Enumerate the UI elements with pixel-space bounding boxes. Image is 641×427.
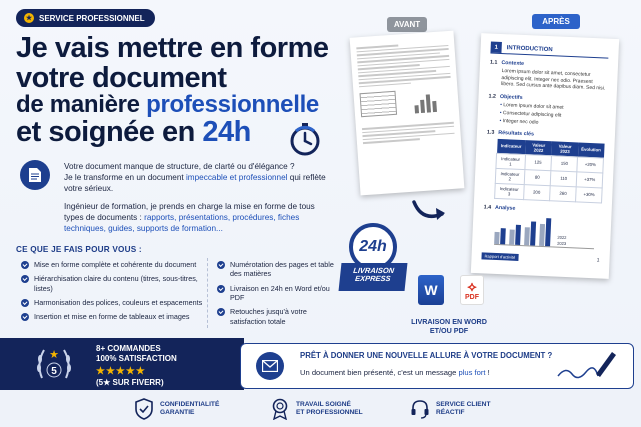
bar-group	[494, 227, 506, 243]
table-header: Évolution	[578, 142, 604, 158]
guarantee-line-1: TRAVAIL SOIGNÉ	[296, 401, 351, 409]
bar	[530, 221, 536, 245]
service-item: Hiérarchisation claire du contenu (titres, sous-titres, listes)	[20, 274, 205, 293]
shield-check-icon	[134, 398, 154, 420]
footer-label: Rapport d'activité	[481, 252, 518, 261]
mail-icon	[256, 352, 284, 380]
table-cell: 80	[524, 169, 551, 185]
list-item: • Integer nec odio	[499, 117, 605, 128]
headline-line-3	[16, 93, 346, 117]
headline-highlight: professionnelle	[146, 91, 319, 119]
list-item: • Consectetur adipiscing elit	[500, 109, 606, 120]
cta-text-part: Un document bien présenté, c'est un message	[300, 368, 459, 377]
subsection-title: Résultats clés	[498, 129, 535, 137]
intro-text-part: Votre document manque de structure, de clarté ou d'élégance ?	[64, 162, 295, 171]
headline-text: de manière	[16, 91, 147, 119]
intro-text-part: qui reflète votre sérieux.	[64, 172, 326, 193]
table-cell: +30%	[576, 186, 602, 202]
guarantee-line-1: CONFIDENTIALITÉ	[160, 401, 220, 409]
subsection-heading	[484, 204, 602, 215]
section-number: 1	[490, 42, 501, 53]
cta-text-part: !	[485, 368, 490, 377]
headline-highlight: 24h	[202, 115, 251, 148]
services-list-left	[20, 260, 205, 327]
bar	[515, 224, 521, 244]
table-cell: 150	[551, 155, 578, 171]
formats-text: LIVRAISON EN WORD ET/OU PDF	[411, 317, 487, 335]
after-doc-header	[490, 42, 608, 59]
before-document	[350, 31, 465, 196]
bar-group	[509, 224, 521, 244]
subsection-number: 1.1	[489, 59, 498, 66]
star-icon: ★	[25, 15, 33, 22]
table-cell: 110	[550, 170, 577, 186]
results-table	[494, 138, 605, 203]
subsection-number: 1.4	[483, 203, 492, 211]
guarantee-line-2: ET PROFESSIONNEL	[296, 409, 363, 416]
headline-text: et soignée en	[16, 115, 203, 148]
table-cell: 125	[524, 154, 551, 170]
table-cell: 260	[550, 185, 577, 201]
service-item: Insertion et mise en forme de tableaux et images	[20, 312, 205, 321]
word-icon: W	[418, 275, 444, 305]
intro-highlight: rapports, présentations, procédures, fiches techniques, guides, supports de formation...	[64, 212, 300, 233]
cta-question: PRÊT À DONNER UNE NOUVELLE ALLURE À VOTRE DOCUMENT ?	[300, 351, 553, 360]
bar	[494, 231, 500, 243]
after-doc-footer	[481, 252, 599, 264]
before-label: AVANT	[387, 17, 427, 32]
pdf-icon: ⟡ PDF	[460, 275, 484, 305]
service-item: Harmonisation des polices, couleurs et espacements	[20, 298, 205, 307]
bar	[524, 227, 530, 245]
table-cell: Indicateur 1	[496, 153, 525, 169]
star-rating: ★★★★★	[96, 365, 146, 377]
service-item: Numérotation des pages et table des matières	[216, 260, 336, 279]
svg-text:★: ★	[49, 348, 59, 361]
table-cell: Indicateur 3	[495, 183, 524, 199]
stats-line-3: (5★ SUR FIVERR)	[96, 377, 164, 387]
bar	[500, 228, 506, 244]
page-number: 1	[596, 257, 600, 264]
cta-highlight: plus fort	[458, 368, 486, 377]
subsection-title: Objectifs	[499, 93, 523, 101]
table-cell: +37%	[577, 171, 603, 187]
delivery-24h: 24h	[349, 223, 397, 271]
after-document	[471, 33, 619, 279]
stopwatch-icon	[287, 121, 323, 157]
stats-text	[96, 344, 177, 388]
service-badge	[16, 9, 155, 27]
bar	[539, 223, 545, 245]
subsection-number: 1.3	[486, 128, 495, 136]
intro-text-part: Je le transforme en un document	[64, 172, 186, 182]
intro-paragraph-2	[64, 202, 336, 235]
table-header: Valeur 2023	[552, 141, 579, 157]
intro-paragraph-1	[64, 162, 336, 195]
bar	[509, 229, 515, 244]
cta-subtitle	[300, 368, 490, 377]
guarantee-line-1: SERVICE CLIENT	[436, 401, 491, 409]
award-medal-icon	[270, 398, 290, 420]
guarantee-support	[410, 398, 490, 420]
subsection-title: Analyse	[494, 204, 516, 212]
subsection-text: Lorem ipsum dolor sit amet, consectetur adipiscing elit. Integer nec odio. Praesent libero. Sed cursus ante dapibus diam. Sed nisi.	[500, 68, 606, 92]
service-item: Mise en forme complète et cohérente du document	[20, 260, 205, 269]
intro-text-part: Ingénieur de formation, je prends en charge la mise en forme de tous types de documents :	[64, 201, 315, 222]
bar-group	[539, 217, 551, 245]
table-cell: +20%	[577, 156, 603, 172]
chart-legend	[557, 235, 566, 247]
service-item: Livraison en 24h en Word et/ou PDF	[216, 284, 336, 303]
delivery-badge	[338, 223, 408, 305]
intro-highlight: impeccable et professionnel	[185, 172, 288, 182]
delivery-ribbon	[339, 263, 408, 291]
bar	[545, 218, 551, 246]
table-cell: Indicateur 2	[495, 168, 524, 184]
delivery-line-1: LIVRAISON	[352, 266, 395, 275]
service-item: Retouches jusqu'à votre satisfaction totale	[216, 307, 336, 326]
legend-item: 2023	[557, 240, 567, 246]
stats-line-2: 100% SATISFACTION	[96, 354, 177, 364]
list-item: • Lorem ipsum dolor sit amet	[500, 101, 606, 112]
headline-line-1: Je vais mettre en forme	[16, 32, 329, 64]
guarantee-quality	[270, 398, 363, 420]
table-header: Indicateur	[497, 138, 526, 154]
service-badge-label: SERVICE PROFESSIONNEL	[39, 13, 145, 23]
table-header: Valeur 2022	[525, 140, 552, 156]
curved-arrow-icon	[410, 196, 450, 224]
bar-group	[524, 221, 536, 245]
signature-pen-icon	[556, 348, 618, 382]
services-list-right	[216, 260, 336, 331]
guarantee-line-2: GARANTIE	[160, 409, 195, 416]
rating-number: 5	[51, 366, 57, 377]
document-icon	[20, 160, 50, 190]
guarantee-confidentiality	[134, 398, 219, 420]
laurel-badge-icon	[34, 344, 74, 384]
headset-icon	[410, 398, 430, 420]
subsection-title: Contexte	[501, 60, 525, 67]
legend-item: 2022	[557, 234, 567, 241]
bar-chart-placeholder	[414, 90, 437, 113]
subsection-number: 1.2	[488, 92, 497, 100]
after-label: APRÈS	[532, 14, 580, 29]
analysis-bar-chart	[494, 214, 595, 248]
table-cell: 200	[523, 184, 550, 200]
guarantee-line-2: RÉACTIF	[436, 409, 465, 416]
intro-text	[64, 162, 336, 234]
table-placeholder	[360, 91, 398, 117]
services-title: CE QUE JE FAIS POUR VOUS :	[16, 245, 142, 254]
section-title: INTRODUCTION	[506, 44, 553, 53]
headline-line-2: votre document	[16, 61, 227, 94]
stats-line-1: 8+ COMMANDES	[96, 344, 161, 353]
delivery-line-2: EXPRESS	[354, 274, 392, 284]
divider	[207, 258, 208, 328]
